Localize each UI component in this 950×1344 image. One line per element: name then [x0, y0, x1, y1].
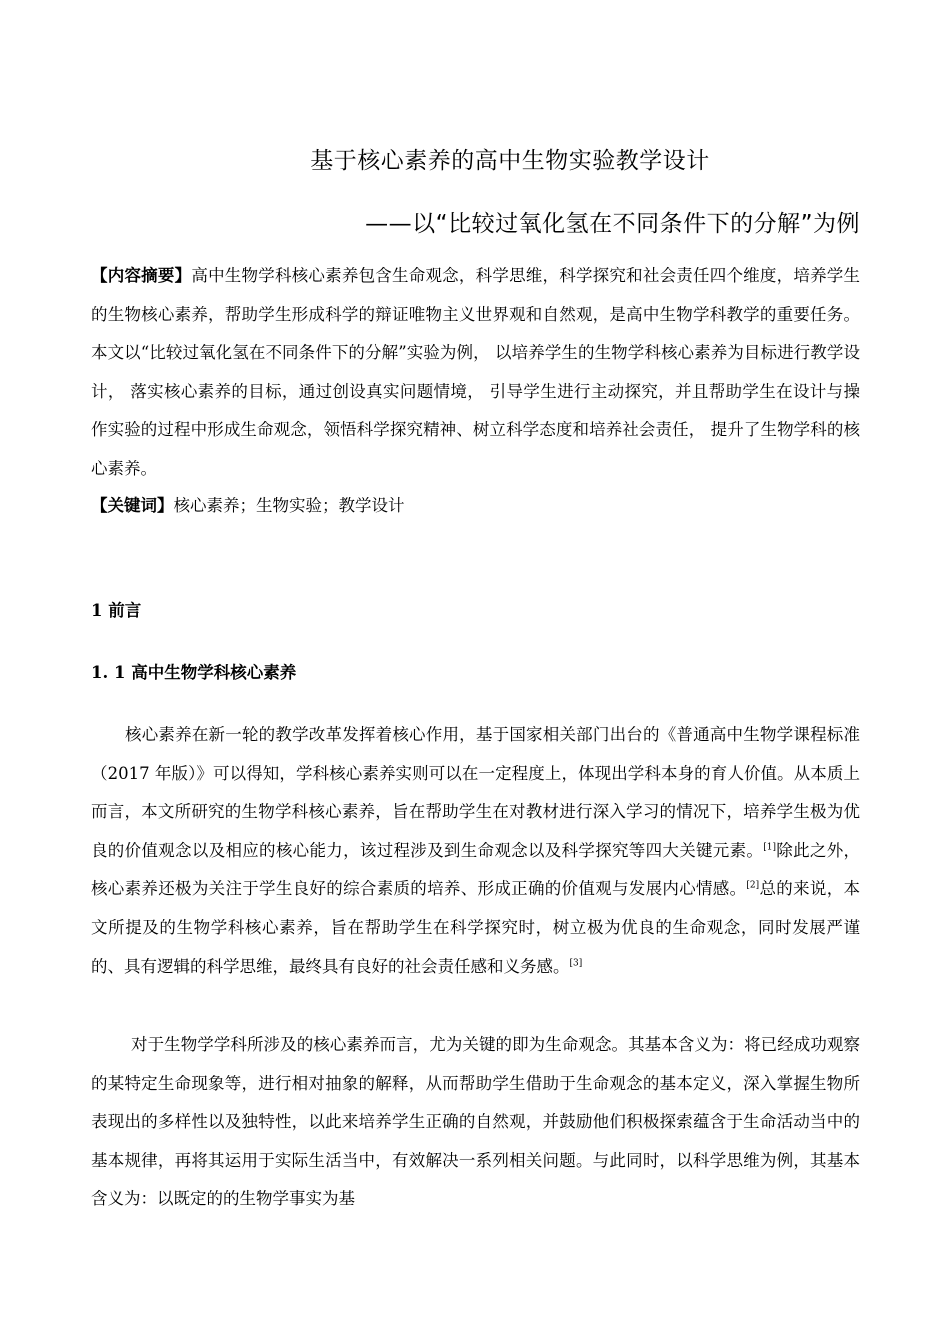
citation-ref-1: [1]	[763, 842, 776, 853]
document-title: 基于核心素养的高中生物实验教学设计	[310, 148, 710, 174]
document-subtitle: ——以“比较过氧化氢在不同条件下的分解”为例	[365, 211, 860, 237]
section-heading-1-1: 1. 1 高中生物学科核心素养	[91, 663, 297, 682]
citation-ref-2: [2]	[746, 880, 760, 891]
abstract-paragraph	[91, 257, 860, 489]
citation-ref-3: [3]	[569, 958, 583, 969]
para1-text-1: 核心素养在新一轮的教学改革发挥着核心作用，基于国家相关部门出台的《普通高中生物学课程标准（2017 年版）》可以得知，学科核心素养实则可以在一定程度上，体现出学科本身的育人价值。从本质上而言，本文所研究的生物学科核心素养，旨在帮助学生在对教材进行深入学习的情况下，培养学生极为优良的价值观念以及相应的核心能力，该过程涉及到生命观念以及科学探究等四大关键元素。	[91, 725, 860, 860]
body-paragraph-1	[91, 716, 860, 986]
abstract-text: 高中生物学科核心素养包含生命观念，科学思维，科学探究和社会责任四个维度，培养学生的生物核心素养，帮助学生形成科学的辩证唯物主义世界观和自然观，是高中生物学科教学的重要任务。本文以“比较过氧化氢在不同条件下的分解”实验为例， 以培养学生的生物学科核心素养为目标进行教学设计， 落实核心素养的目标，通过创设真实问题情境， 引导学生进行主动探究，并且帮助学生在设计与操作实验的过程中形成生命观念，领悟科学探究精神、树立科学态度和培养社会责任， 提升了生物学科的核心素养。	[91, 266, 861, 478]
para1-text-2: 除此之外，核心素养还极为关注于学生良好的综合素质的培养、形成正确的价值观与发展内心情感。	[91, 840, 861, 899]
section-heading-1: 1 前言	[91, 601, 142, 620]
abstract-label: 【内容摘要】	[91, 266, 192, 285]
keywords-text: 核心素养；生物实验；教学设计	[173, 496, 405, 515]
keywords-label: 【关键词】	[91, 496, 174, 515]
keywords-paragraph	[91, 487, 860, 526]
body-paragraph-2: 对于生物学学科所涉及的核心素养而言，尤为关键的即为生命观念。其基本含义为：将已经成功观察的某特定生命现象等，进行相对抽象的解释，从而帮助学生借助于生命观念的基本定义，深入掌握生物所表现出的多样性以及独特性，以此来培养学生正确的自然观，并鼓励他们积极探索蕴含于生命活动当中的基本规律，再将其运用于实际生活当中，有效解决一系列相关问题。与此同时，以科学思维为例，其基本含义为：以既定的的生物学事实为基	[91, 1035, 860, 1209]
para1-text-3: 总的来说，本文所提及的生物学科核心素养，旨在帮助学生在科学探究时，树立极为优良的生命观念，同时发展严谨的、具有逻辑的科学思维，最终具有良好的社会责任感和义务感。	[91, 879, 861, 976]
